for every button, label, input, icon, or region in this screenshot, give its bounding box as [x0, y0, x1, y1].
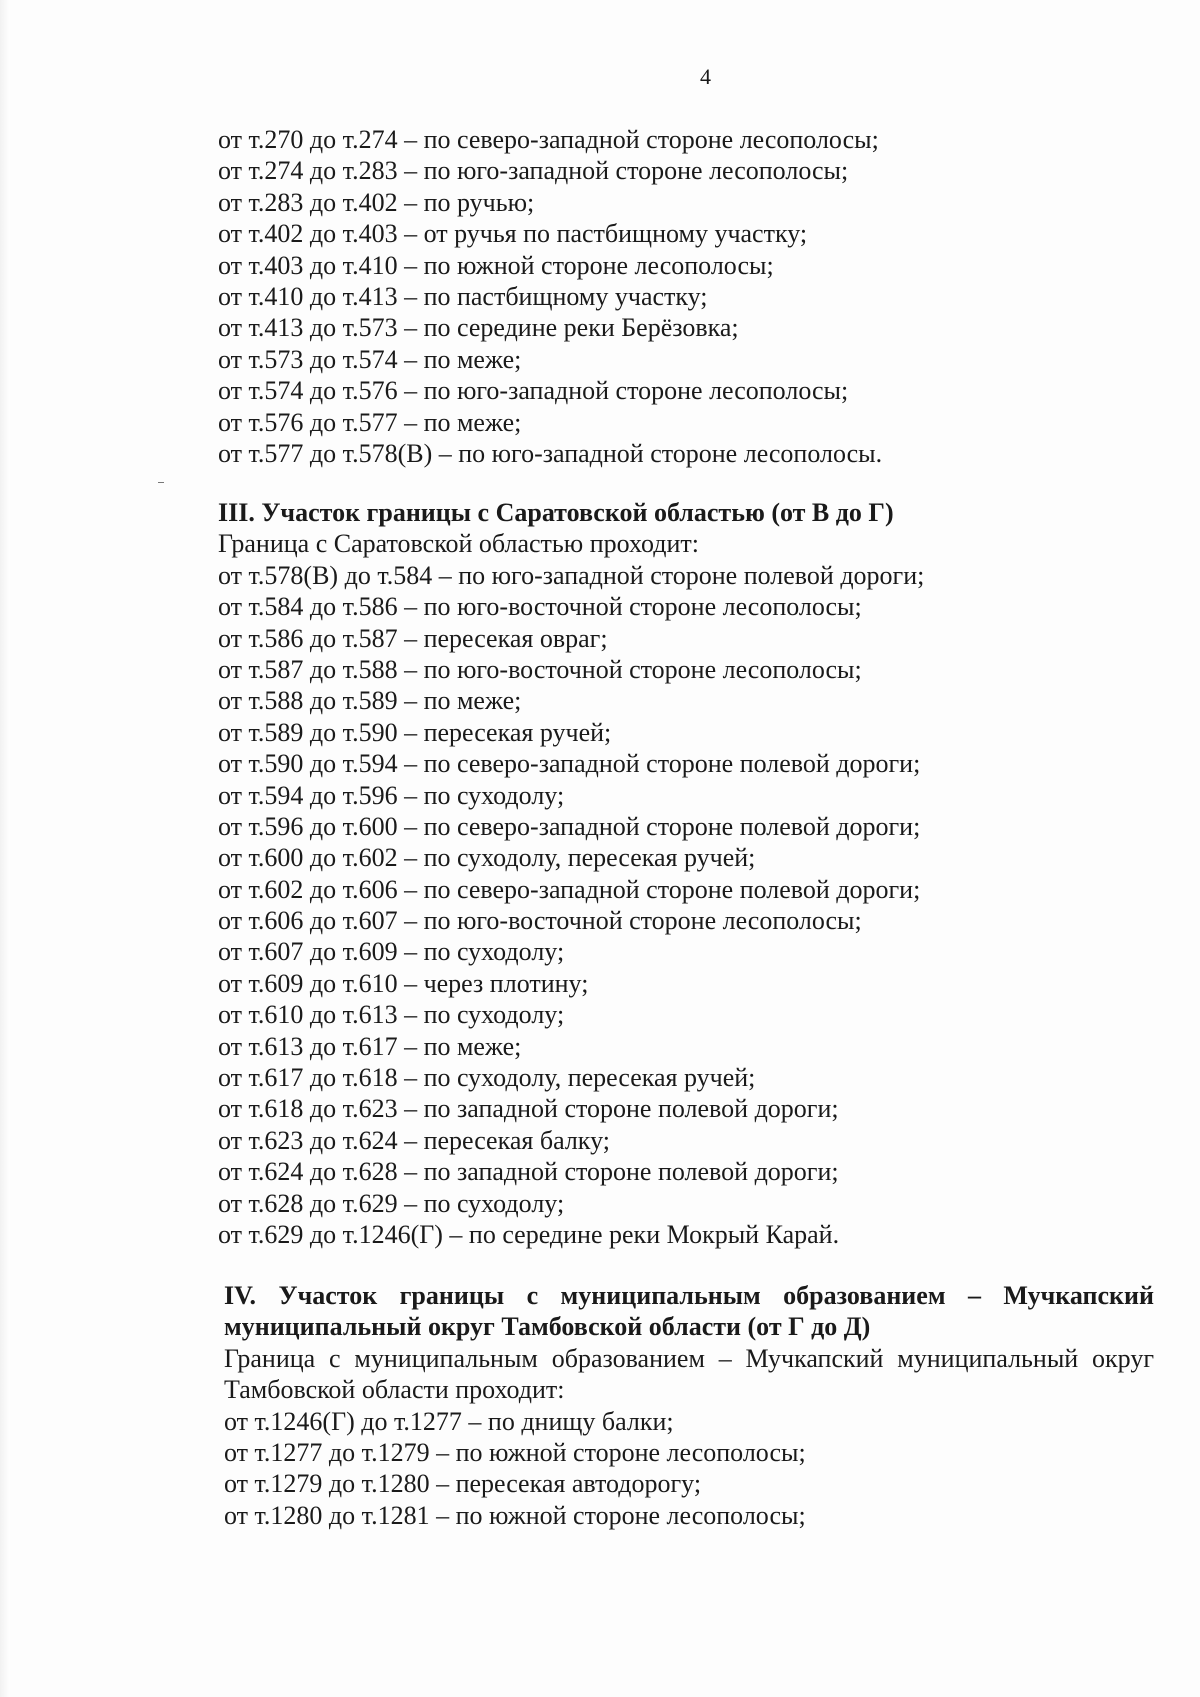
boundary-line: от т.578(В) до т.584 – по юго-западной стороне полевой дороги; — [218, 560, 925, 590]
boundary-line: от т.1279 до т.1280 – пересекая автодорогу; — [224, 1469, 702, 1499]
boundary-line: от т.403 до т.410 – по южной стороне лесополосы; — [218, 250, 774, 280]
boundary-line: от т.587 до т.588 – по юго-восточной стороне лесополосы; — [218, 654, 862, 684]
boundary-line: от т.610 до т.613 – по суходолу; — [218, 1000, 565, 1030]
boundary-line: от т.274 до т.283 – по юго-западной стороне лесополосы; — [218, 156, 849, 186]
scan-artifact-mark — [158, 482, 164, 483]
section-heading: III. Участок границы с Саратовской областью (от В до Г) — [218, 498, 894, 527]
boundary-line: от т.270 до т.274 – по северо-западной стороне лесополосы; — [218, 125, 879, 154]
boundary-line: от т.588 до т.589 – по меже; — [218, 686, 522, 716]
boundary-line: от т.573 до т.574 – по меже; — [218, 344, 522, 374]
boundary-line: от т.577 до т.578(В) – по юго-западной стороне лесополосы. — [218, 438, 883, 468]
boundary-line: от т.589 до т.590 – пересекая ручей; — [218, 717, 612, 747]
boundary-line: от т.602 до т.606 – по северо-западной стороне полевой дороги; — [218, 874, 921, 904]
boundary-line: от т.613 до т.617 – по меже; — [218, 1031, 522, 1061]
boundary-line: от т.624 до т.628 – по западной стороне полевой дороги; — [218, 1157, 839, 1187]
section-heading: IV. Участок границы с муниципальным образованием – Мучкапский — [224, 1281, 1154, 1310]
boundary-line: от т.606 до т.607 – по юго-восточной стороне лесополосы; — [218, 906, 862, 936]
boundary-line: от т.586 до т.587 – пересекая овраг; — [218, 623, 608, 653]
boundary-line: от т.1246(Г) до т.1277 – по днищу балки; — [224, 1406, 674, 1436]
boundary-line: от т.576 до т.577 – по меже; — [218, 407, 522, 437]
boundary-line: от т.629 до т.1246(Г) – по середине реки Мокрый Карай. — [218, 1219, 840, 1249]
section-intro: Граница с Саратовской областью проходит: — [218, 529, 699, 559]
boundary-list-section-2-continued — [218, 124, 882, 469]
section-intro: Граница с муниципальным образованием – Мучкапский муниципальный округ — [224, 1343, 1154, 1373]
boundary-line: от т.594 до т.596 – по суходолу; — [218, 780, 565, 810]
boundary-line: от т.590 до т.594 – по северо-западной стороне полевой дороги; — [218, 749, 921, 779]
section-intro-continued: Тамбовской области проходит: — [224, 1375, 565, 1405]
boundary-line: от т.600 до т.602 – по суходолу, пересекая ручей; — [218, 843, 756, 873]
boundary-line: от т.609 до т.610 – через плотину; — [218, 968, 589, 998]
boundary-line: от т.1280 до т.1281 – по южной стороне лесополосы; — [224, 1500, 806, 1530]
section-3-saratov — [218, 497, 924, 1250]
page-number: 4 — [700, 64, 711, 89]
boundary-line: от т.574 до т.576 – по юго-западной стороне лесополосы; — [218, 376, 849, 406]
boundary-line: от т.584 до т.586 – по юго-восточной стороне лесополосы; — [218, 592, 862, 622]
boundary-line: от т.1277 до т.1279 – по южной стороне лесополосы; — [224, 1437, 806, 1467]
boundary-line: от т.617 до т.618 – по суходолу, пересекая ручей; — [218, 1063, 756, 1093]
scan-edge-shadow — [0, 0, 10, 1697]
boundary-line: от т.413 до т.573 – по середине реки Берёзовка; — [218, 313, 739, 343]
boundary-line: от т.410 до т.413 – по пастбищному участку; — [218, 281, 708, 311]
section-heading-continued: муниципальный округ Тамбовской области (от Г до Д) — [224, 1312, 871, 1342]
boundary-line: от т.628 до т.629 – по суходолу; — [218, 1188, 565, 1218]
section-4-muchkap — [224, 1280, 1154, 1531]
boundary-line: от т.402 до т.403 – от ручья по пастбищному участку; — [218, 219, 808, 249]
boundary-line: от т.618 до т.623 – по западной стороне полевой дороги; — [218, 1094, 839, 1124]
boundary-line: от т.283 до т.402 – по ручью; — [218, 187, 535, 217]
boundary-line: от т.596 до т.600 – по северо-западной стороне полевой дороги; — [218, 811, 921, 841]
boundary-line: от т.623 до т.624 – пересекая балку; — [218, 1125, 610, 1155]
boundary-line: от т.607 до т.609 – по суходолу; — [218, 937, 565, 967]
